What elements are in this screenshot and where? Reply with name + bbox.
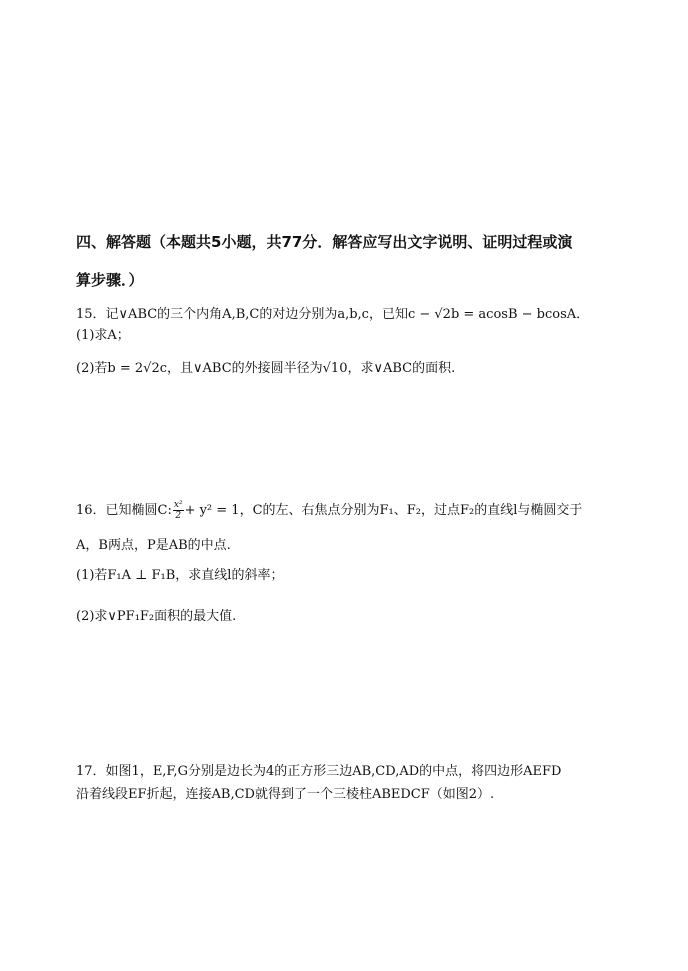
section-heading-line-1: 四、解答题（本题共5小题，共77分．解答应写出文字说明、证明过程或演 bbox=[76, 233, 573, 251]
q16-stem-prefix: 16．已知椭圆C: bbox=[76, 503, 172, 518]
q17-stem-line-1: 17．如图1，E,F,G分别是边长为4的正方形三边AB,CD,AD的中点，将四边形AEFD bbox=[76, 764, 562, 779]
q15-part-1: (1)求A； bbox=[76, 328, 130, 343]
q16-part-1: (1)若F₁A ⊥ F₁B，求直线l的斜率； bbox=[76, 568, 284, 583]
fraction-denominator: 2 bbox=[175, 511, 182, 521]
q15-part-2: (2)若b = 2√2c，且∨ABC的外接圆半径为√10，求∨ABC的面积. bbox=[76, 361, 456, 376]
section-heading-line-2: 算步骤．） bbox=[76, 271, 144, 289]
q16-stem-line-1 bbox=[76, 500, 582, 521]
ellipse-fraction bbox=[173, 500, 184, 521]
q17-stem-line-2: 沿着线段EF折起，连接AB,CD就得到了一个三棱柱ABEDCF（如图2）. bbox=[76, 787, 495, 802]
fraction-numerator: x² bbox=[173, 500, 183, 510]
q16-stem-line-2: A，B两点，P是AB的中点. bbox=[76, 538, 231, 553]
q15-stem: 15．记∨ABC的三个内角A,B,C的对边分别为a,b,c，已知c − √2b = acosB − bcosA． bbox=[76, 307, 590, 322]
q16-stem-suffix: + y² = 1，C的左、右焦点分别为F₁、F₂，过点F₂的直线l与椭圆交于 bbox=[184, 503, 583, 518]
q16-part-2: (2)求∨PF₁F₂面积的最大值. bbox=[76, 609, 237, 624]
